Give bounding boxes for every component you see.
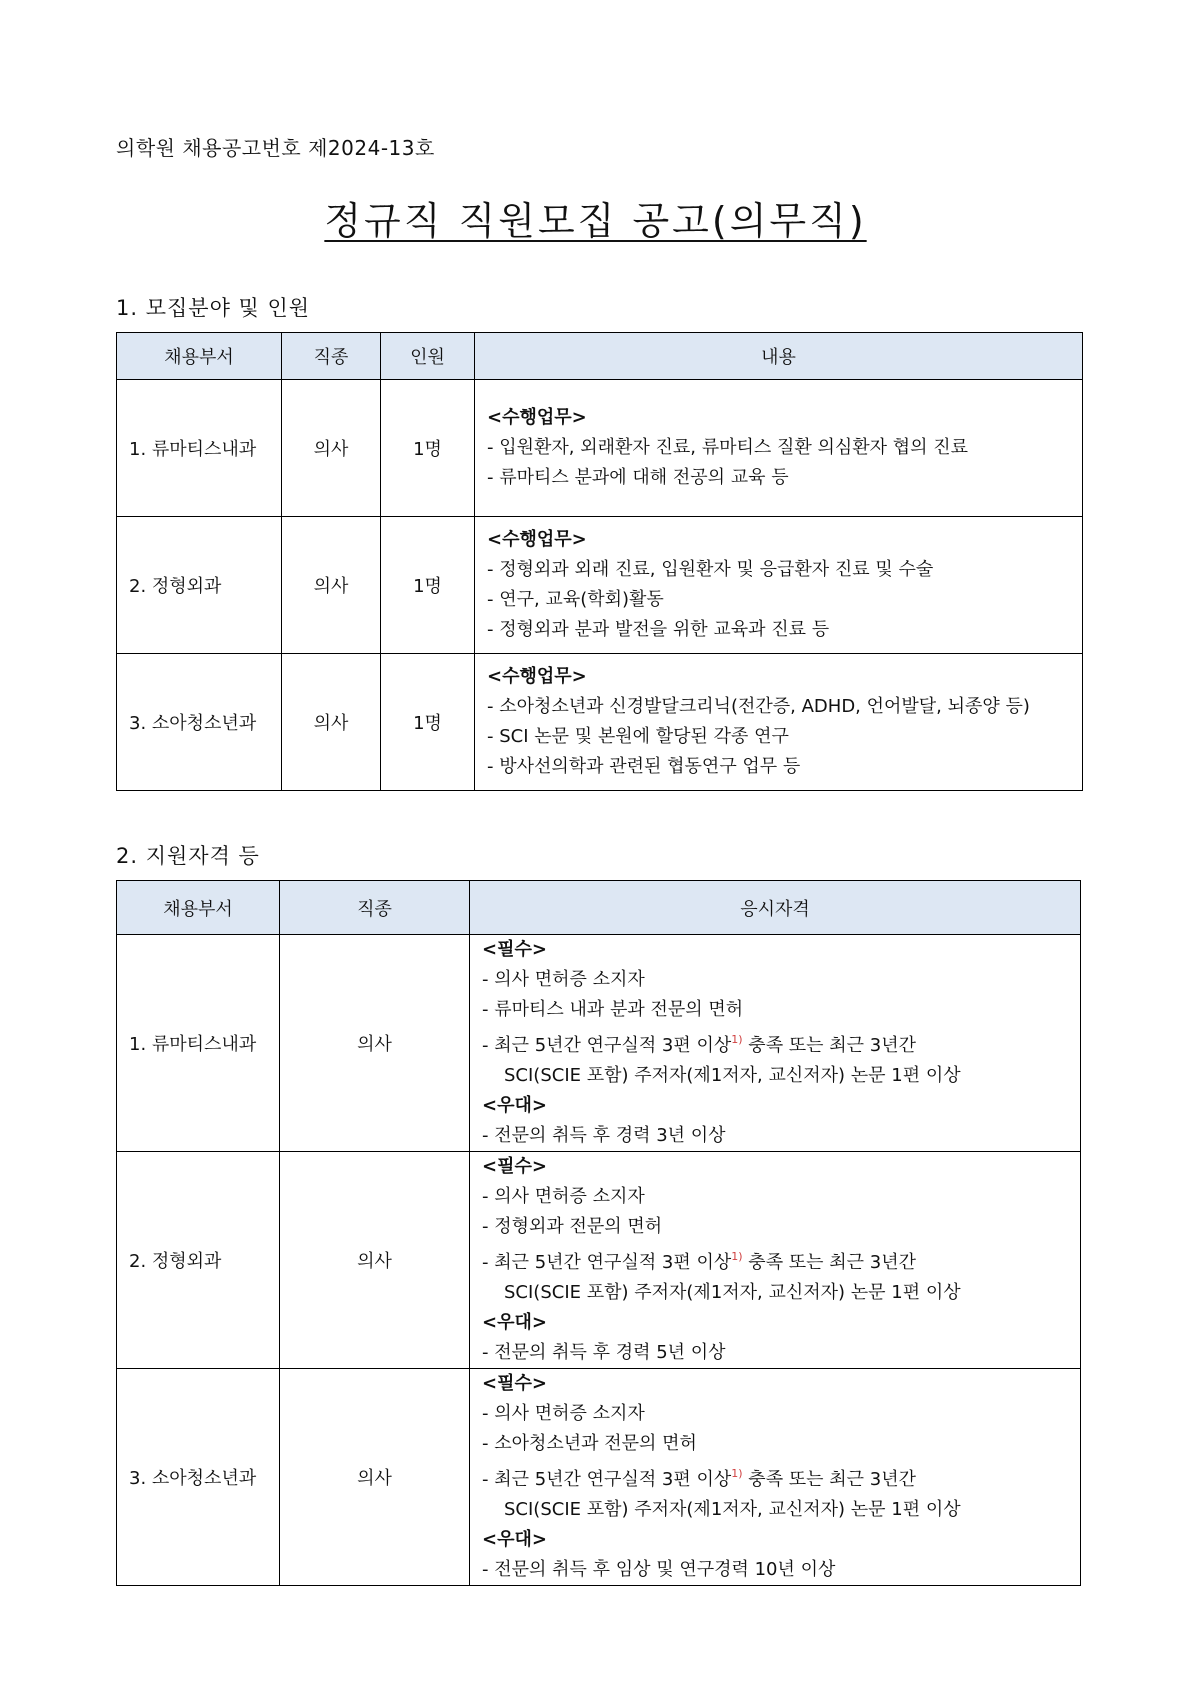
table-row bbox=[117, 517, 1083, 654]
count-cell: 1명 bbox=[381, 654, 475, 791]
research-requirement bbox=[482, 1242, 1072, 1278]
preferred-heading: <우대> bbox=[482, 1312, 547, 1333]
table-header-row bbox=[117, 333, 1083, 380]
count-cell: 1명 bbox=[381, 380, 475, 517]
content-cell bbox=[475, 654, 1083, 791]
duty-line: - 정형외과 분과 발전을 위한 교육과 진료 등 bbox=[487, 619, 830, 640]
col-header-dept: 채용부서 bbox=[117, 333, 282, 380]
preferred-line: - 전문의 취득 후 경력 3년 이상 bbox=[482, 1125, 726, 1146]
qualification-cell bbox=[470, 935, 1081, 1152]
required-heading: <필수> bbox=[482, 1156, 547, 1177]
required-heading: <필수> bbox=[482, 939, 547, 960]
table-row bbox=[117, 1152, 1081, 1369]
footnote-mark: 1) bbox=[731, 1467, 743, 1480]
col-header-qualification: 응시자격 bbox=[470, 881, 1081, 935]
duty-line: - 연구, 교육(학회)활동 bbox=[487, 589, 664, 610]
required-line: - 정형외과 전문의 면허 bbox=[482, 1216, 663, 1237]
page-title-wrapper bbox=[0, 190, 1191, 245]
qualification-table bbox=[116, 880, 1081, 1586]
dept-cell: 3. 소아청소년과 bbox=[117, 654, 282, 791]
duty-line: - 방사선의학과 관련된 협동연구 업무 등 bbox=[487, 756, 801, 777]
required-line: - 의사 면허증 소지자 bbox=[482, 969, 645, 990]
preferred-heading: <우대> bbox=[482, 1529, 547, 1550]
research-requirement-text: - 최근 5년간 연구실적 3편 이상 bbox=[482, 1469, 732, 1490]
count-cell: 1명 bbox=[381, 517, 475, 654]
section-1-title: 1. 모집분야 및 인원 bbox=[116, 296, 311, 320]
content-cell bbox=[475, 517, 1083, 654]
dept-cell: 2. 정형외과 bbox=[117, 517, 282, 654]
duty-line: - SCI 논문 및 본원에 할당된 각종 연구 bbox=[487, 726, 789, 747]
required-line: - 류마티스 내과 분과 전문의 면허 bbox=[482, 999, 744, 1020]
job-cell: 의사 bbox=[282, 380, 381, 517]
section-2-title: 2. 지원자격 등 bbox=[116, 844, 260, 868]
research-requirement-text: - 최근 5년간 연구실적 3편 이상 bbox=[482, 1252, 732, 1273]
table-header-row bbox=[117, 881, 1081, 935]
dept-cell: 2. 정형외과 bbox=[117, 1152, 280, 1369]
preferred-line: - 전문의 취득 후 임상 및 연구경력 10년 이상 bbox=[482, 1559, 836, 1580]
job-cell: 의사 bbox=[282, 517, 381, 654]
duty-line: - 소아청소년과 신경발달크리닉(전간증, ADHD, 언어발달, 뇌종양 등) bbox=[487, 696, 1030, 717]
job-cell: 의사 bbox=[280, 1369, 470, 1586]
required-line: - 의사 면허증 소지자 bbox=[482, 1186, 645, 1207]
preferred-line: - 전문의 취득 후 경력 5년 이상 bbox=[482, 1342, 726, 1363]
research-requirement bbox=[482, 1459, 1072, 1495]
job-cell: 의사 bbox=[280, 1152, 470, 1369]
duty-line: - 입원환자, 외래환자 진료, 류마티스 질환 의심환자 협의 진료 bbox=[487, 437, 969, 458]
qualification-cell bbox=[470, 1369, 1081, 1586]
research-requirement-cont: SCI(SCIE 포함) 주저자(제1저자, 교신저자) 논문 1편 이상 bbox=[504, 1499, 961, 1520]
col-header-dept: 채용부서 bbox=[117, 881, 280, 935]
research-requirement-text: - 최근 5년간 연구실적 3편 이상 bbox=[482, 1035, 732, 1056]
job-cell: 의사 bbox=[280, 935, 470, 1152]
notice-number: 의학원 채용공고번호 제2024-13호 bbox=[116, 136, 435, 160]
col-header-content: 내용 bbox=[475, 333, 1083, 380]
research-requirement-tail: 충족 또는 최근 3년간 bbox=[742, 1035, 917, 1056]
qualification-cell bbox=[470, 1152, 1081, 1369]
research-requirement-tail: 충족 또는 최근 3년간 bbox=[742, 1469, 917, 1490]
content-cell bbox=[475, 380, 1083, 517]
required-heading: <필수> bbox=[482, 1373, 547, 1394]
col-header-count: 인원 bbox=[381, 333, 475, 380]
job-cell: 의사 bbox=[282, 654, 381, 791]
table-row bbox=[117, 1369, 1081, 1586]
preferred-heading: <우대> bbox=[482, 1095, 547, 1116]
recruitment-table bbox=[116, 332, 1083, 791]
dept-cell: 3. 소아청소년과 bbox=[117, 1369, 280, 1586]
research-requirement-cont: SCI(SCIE 포함) 주저자(제1저자, 교신저자) 논문 1편 이상 bbox=[504, 1282, 961, 1303]
col-header-job: 직종 bbox=[280, 881, 470, 935]
duty-heading: <수행업무> bbox=[487, 407, 587, 428]
duty-heading: <수행업무> bbox=[487, 666, 587, 687]
footnote-mark: 1) bbox=[731, 1250, 743, 1263]
dept-cell: 1. 류마티스내과 bbox=[117, 380, 282, 517]
col-header-job: 직종 bbox=[282, 333, 381, 380]
duty-heading: <수행업무> bbox=[487, 529, 587, 550]
footnote-mark: 1) bbox=[731, 1033, 743, 1046]
research-requirement bbox=[482, 1025, 1072, 1061]
table-row bbox=[117, 380, 1083, 517]
dept-cell: 1. 류마티스내과 bbox=[117, 935, 280, 1152]
duty-line: - 정형외과 외래 진료, 입원환자 및 응급환자 진료 및 수술 bbox=[487, 559, 934, 580]
research-requirement-tail: 충족 또는 최근 3년간 bbox=[742, 1252, 917, 1273]
duty-line: - 류마티스 분과에 대해 전공의 교육 등 bbox=[487, 467, 789, 488]
table-row bbox=[117, 935, 1081, 1152]
required-line: - 소아청소년과 전문의 면허 bbox=[482, 1433, 697, 1454]
table-row bbox=[117, 654, 1083, 791]
page-title: 정규직 직원모집 공고(의무직) bbox=[324, 199, 867, 243]
required-line: - 의사 면허증 소지자 bbox=[482, 1403, 645, 1424]
research-requirement-cont: SCI(SCIE 포함) 주저자(제1저자, 교신저자) 논문 1편 이상 bbox=[504, 1065, 961, 1086]
